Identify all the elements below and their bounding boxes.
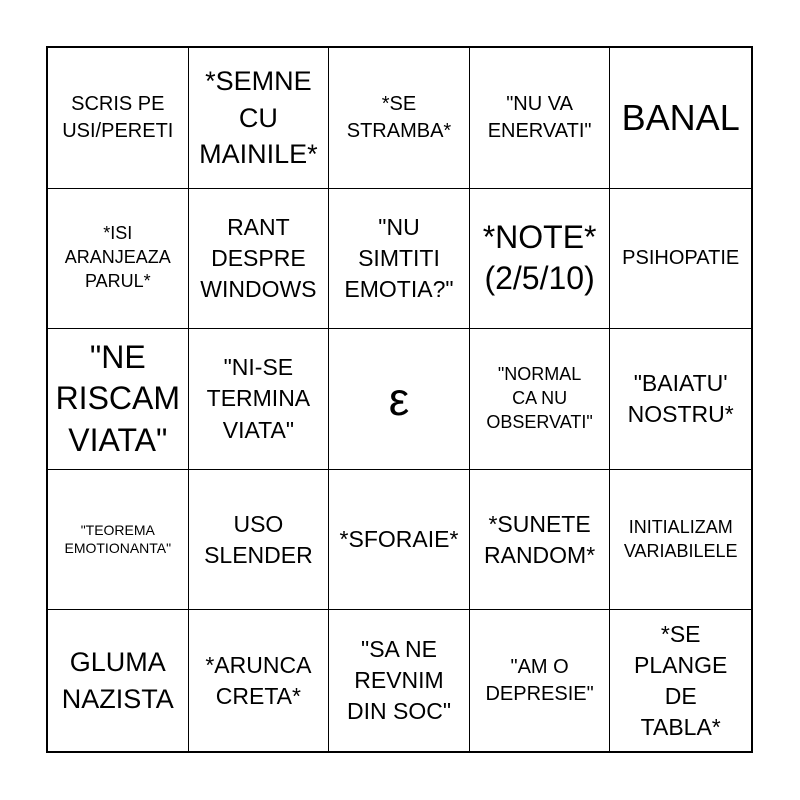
cell-label: INITIALIZAM VARIABILELE bbox=[623, 516, 738, 561]
bingo-cell-free-space[interactable] bbox=[329, 329, 470, 470]
cell-label: "AM O DEPRESIE" bbox=[485, 655, 594, 705]
bingo-cell-r4c5[interactable] bbox=[610, 470, 751, 611]
bingo-cell-r3c4[interactable] bbox=[470, 329, 611, 470]
cell-label: *SUNETE RANDOM* bbox=[484, 510, 596, 568]
bingo-cell-r1c5[interactable] bbox=[610, 48, 751, 189]
bingo-cell-r2c5[interactable] bbox=[610, 189, 751, 330]
cell-label: "BAIATU' NOSTRU* bbox=[627, 369, 734, 427]
cell-label: "NU SIMTITI EMOTIA?" bbox=[344, 213, 454, 302]
bingo-board bbox=[46, 46, 753, 753]
bingo-cell-r3c1[interactable] bbox=[48, 329, 189, 470]
bingo-cell-r3c2[interactable] bbox=[189, 329, 330, 470]
cell-label: "NE RISCAM VIATA" bbox=[55, 338, 181, 458]
cell-label: "NI-SE TERMINA VIATA" bbox=[206, 354, 311, 443]
cell-label: "SA NE REVNIM DIN SOC" bbox=[346, 636, 451, 725]
bingo-cell-r1c4[interactable] bbox=[470, 48, 611, 189]
bingo-cell-r5c2[interactable] bbox=[189, 610, 330, 751]
cell-label: SCRIS PE USI/PERETI bbox=[62, 92, 174, 142]
cell-label: "NU VA ENERVATI" bbox=[487, 92, 592, 142]
bingo-cell-r4c4[interactable] bbox=[470, 470, 611, 611]
bingo-cell-r5c3[interactable] bbox=[329, 610, 470, 751]
bingo-cell-r5c5[interactable] bbox=[610, 610, 751, 751]
cell-label: PSIHOPATIE bbox=[622, 246, 740, 269]
bingo-cell-r5c4[interactable] bbox=[470, 610, 611, 751]
bingo-cell-r2c3[interactable] bbox=[329, 189, 470, 330]
bingo-cell-r1c1[interactable] bbox=[48, 48, 189, 189]
cell-label: *SE STRAMBA* bbox=[346, 92, 452, 142]
cell-label: *ARUNCA CRETA* bbox=[205, 651, 312, 709]
cell-label: *NOTE* (2/5/10) bbox=[482, 218, 597, 297]
bingo-cell-r2c4[interactable] bbox=[470, 189, 611, 330]
bingo-cell-r2c1[interactable] bbox=[48, 189, 189, 330]
bingo-cell-r4c1[interactable] bbox=[48, 470, 189, 611]
bingo-cell-r4c3[interactable] bbox=[329, 470, 470, 611]
bingo-cell-r2c2[interactable] bbox=[189, 189, 330, 330]
cell-label: *SFORAIE* bbox=[339, 526, 459, 553]
cell-label: *SE PLANGE DE TABLA* bbox=[634, 620, 728, 740]
cell-label: RANT DESPRE WINDOWS bbox=[200, 213, 317, 302]
cell-label: *ISI ARANJEAZA PARUL* bbox=[64, 223, 171, 292]
cell-label: GLUMA NAZISTA bbox=[61, 647, 174, 714]
cell-label: *SEMNE CU MAINILE* bbox=[199, 66, 318, 170]
cell-label: USO SLENDER bbox=[204, 510, 313, 568]
free-space-symbol: ε bbox=[388, 372, 410, 425]
bingo-cell-r1c3[interactable] bbox=[329, 48, 470, 189]
cell-label: BANAL bbox=[621, 97, 740, 139]
cell-label: "TEOREMA EMOTIONANTA" bbox=[64, 522, 172, 556]
bingo-cell-r4c2[interactable] bbox=[189, 470, 330, 611]
bingo-cell-r3c5[interactable] bbox=[610, 329, 751, 470]
bingo-cell-r5c1[interactable] bbox=[48, 610, 189, 751]
bingo-cell-r1c2[interactable] bbox=[189, 48, 330, 189]
cell-label: "NORMAL CA NU OBSERVATI" bbox=[486, 364, 593, 432]
